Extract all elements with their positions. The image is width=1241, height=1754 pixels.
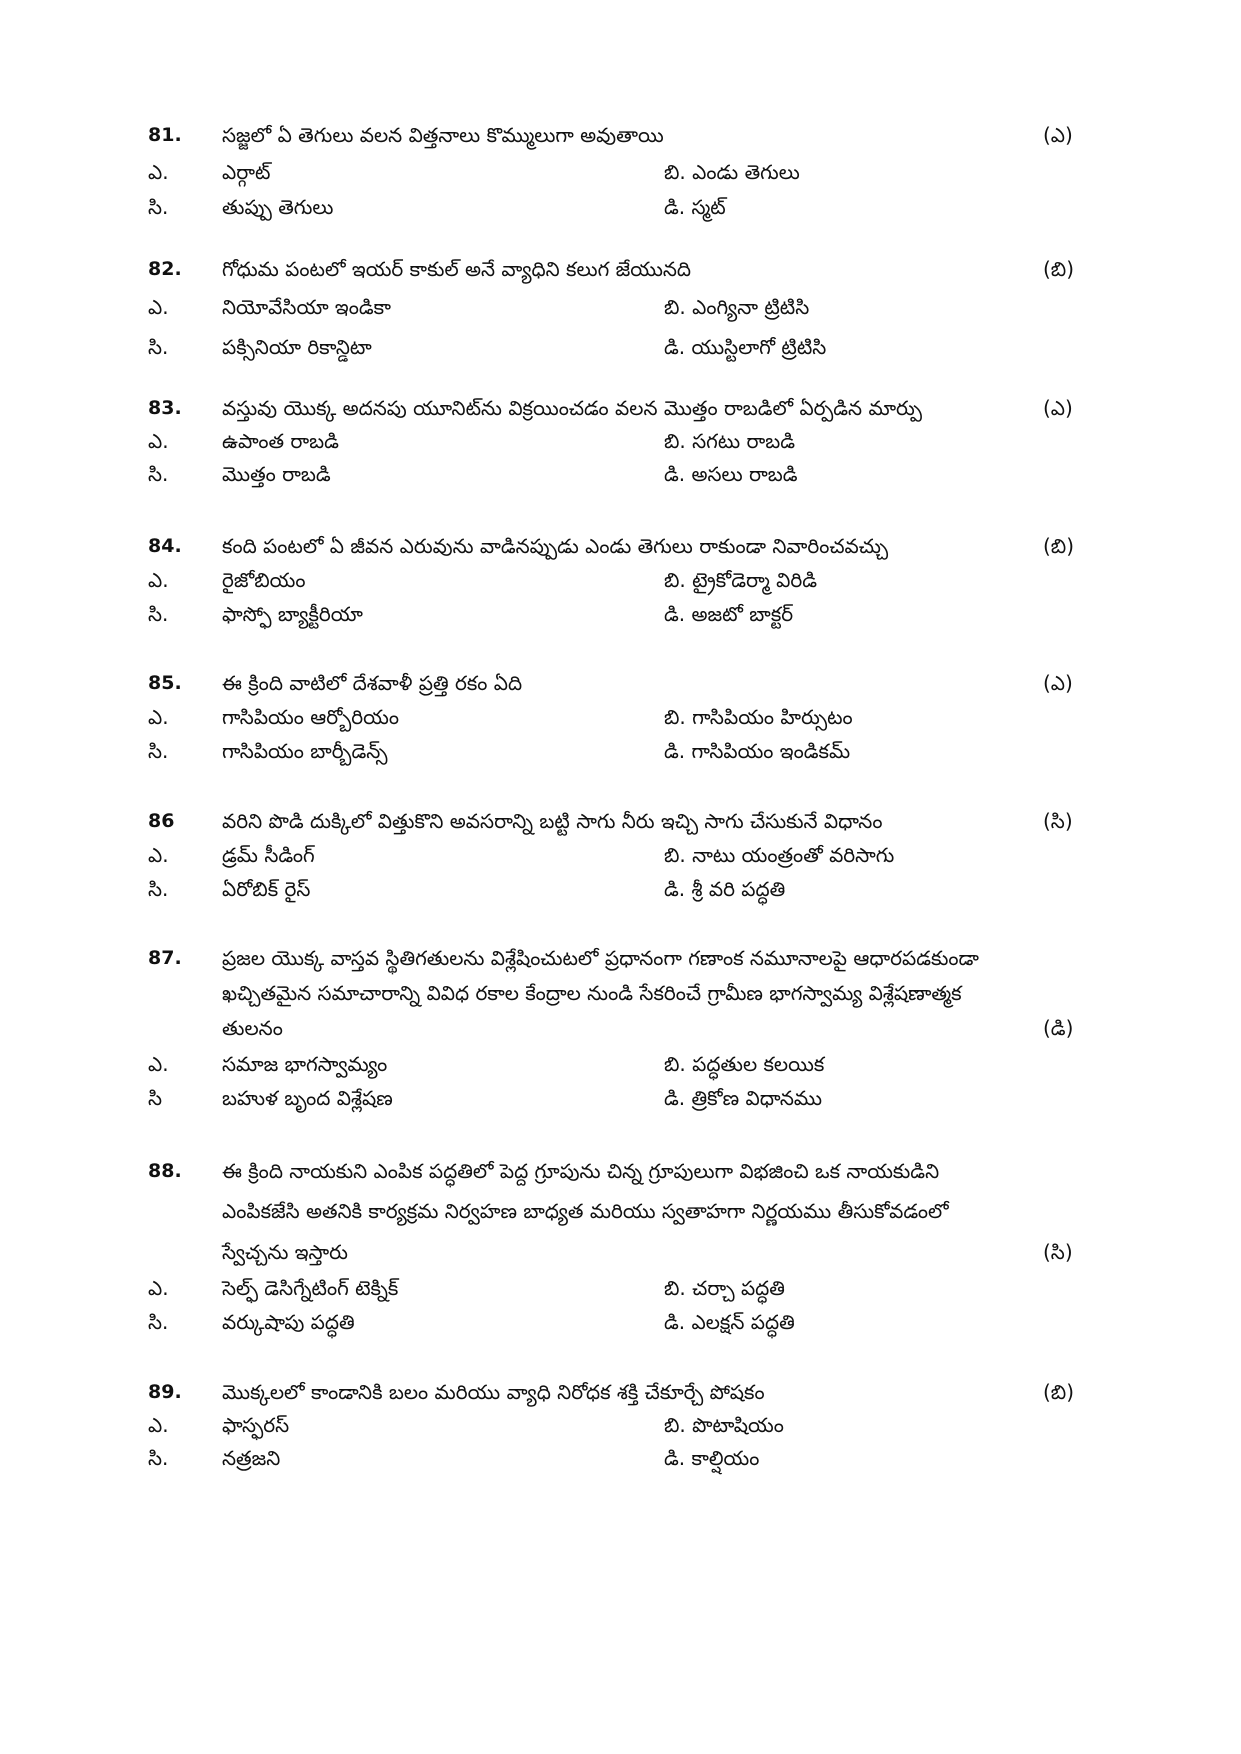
option-a: ఫాస్ఫరస్ [222, 1413, 290, 1437]
option-a-label: ఎ. [148, 843, 169, 867]
option-d: డి. స్మట్ [664, 195, 726, 219]
option-a: రైజోబియం [222, 568, 306, 592]
answer-key: (బి) [1043, 534, 1075, 558]
option-b: బి. ఎండు తెగులు [664, 160, 800, 184]
question-number: 82. [148, 258, 182, 280]
option-a-label: ఎ. [148, 1413, 169, 1437]
option-a: గాసిపియం ఆర్బోరియం [222, 705, 399, 729]
question-text: కంది పంటలో ఏ జీవన ఎరువును వాడినప్పుడు ఎండు తెగులు రాకుండా నివారించవచ్చు [222, 534, 889, 558]
answer-key: (ఎ) [1043, 123, 1073, 147]
option-a: నియోవేసియా ఇండికా [222, 295, 391, 319]
question-number: 84. [148, 535, 182, 557]
option-c: నత్రజని [222, 1446, 281, 1470]
question-text: గోధుమ పంటలో ఇయర్ కాకుల్ అనే వ్యాధిని కలుగ జేయునది [222, 257, 692, 281]
option-c-label: సి. [148, 602, 169, 626]
question-number: 85. [148, 672, 182, 694]
question-text: ఈ క్రింది వాటిలో దేశవాళీ ప్రత్తి రకం ఏది [222, 671, 523, 695]
option-c-label: సి. [148, 462, 169, 486]
question-number: 89. [148, 1381, 182, 1403]
option-b: బి. ట్రైకోడెర్మా విరిడి [664, 568, 818, 592]
option-c: వర్కుషాపు పద్ధతి [222, 1310, 355, 1334]
answer-key: (బి) [1043, 1380, 1075, 1404]
question-number: 83. [148, 397, 182, 419]
option-d: డి. గాసిపియం ఇండికమ్ [664, 739, 851, 763]
option-c-label: సి. [148, 877, 169, 901]
question-number: 87. [148, 947, 182, 969]
question-text: సజ్జలో ఏ తెగులు వలన విత్తనాలు కొమ్ములుగా అవుతాయి [222, 123, 664, 147]
option-c-label: సి. [148, 1446, 169, 1470]
answer-key: (ఎ) [1043, 396, 1073, 420]
option-b: బి. చర్చా పద్ధతి [664, 1276, 785, 1300]
option-d: డి. త్రికోణ విధానము [664, 1086, 822, 1110]
option-a-label: ఎ. [148, 429, 169, 453]
question-number: 88. [148, 1160, 182, 1182]
option-b: బి. గాసిపియం హిర్సుటం [664, 705, 853, 729]
option-b: బి. నాటు యంత్రంతో వరిసాగు [664, 843, 895, 867]
option-a-label: ఎ. [148, 1052, 169, 1076]
question-text-line-3: స్వేచ్చను ఇస్తారు [222, 1240, 348, 1264]
option-d: డి. కాల్షియం [664, 1446, 760, 1470]
answer-key: (బి) [1043, 257, 1075, 281]
option-b: బి. ఎంగ్యినా ట్రిటిసి [664, 295, 810, 319]
option-d: డి. ఎలక్షన్ పద్ధతి [664, 1310, 795, 1334]
answer-key: (డి) [1043, 1016, 1074, 1040]
option-a-label: ఎ. [148, 1276, 169, 1300]
option-b: బి. పొటాషియం [664, 1413, 784, 1437]
option-a: సెల్ఫ్ డెసిగ్నేటింగ్ టెక్నిక్ [222, 1276, 399, 1300]
option-c: ఫాస్ఫో బ్యాక్టీరియా [222, 602, 363, 626]
question-text: వరిని పొడి దుక్కిలో విత్తుకొని అవసరాన్ని బట్టి సాగు నీరు ఇచ్చి సాగు చేసుకునే విధానం [222, 809, 883, 833]
question-number: 81. [148, 124, 182, 146]
answer-key: (సి) [1043, 809, 1073, 833]
option-c-label: సి. [148, 335, 169, 359]
option-c: ఏరోబిక్ రైస్ [222, 877, 311, 901]
question-text: మొక్కలలో కాండానికి బలం మరియు వ్యాధి నిరోధక శక్తి చేకూర్చే పోషకం [222, 1380, 765, 1404]
option-a-label: ఎ. [148, 705, 169, 729]
option-d: డి. అసలు రాబడి [664, 462, 798, 486]
option-a: ఎర్గాట్ [222, 160, 271, 184]
option-b: బి. పద్ధతుల కలయిక [664, 1052, 825, 1076]
option-c: తుప్పు తెగులు [222, 195, 334, 219]
option-a-label: ఎ. [148, 295, 169, 319]
option-a-label: ఎ. [148, 160, 169, 184]
option-c: మొత్తం రాబడి [222, 462, 331, 486]
question-text-line-2: ఖచ్చితమైన సమాచారాన్ని వివిధ రకాల కేంద్రాల నుండి సేకరించే గ్రామీణ భాగస్వామ్య విశ్లేషణాత్మక [222, 981, 962, 1005]
option-a: ఉపాంత రాబడి [222, 429, 339, 453]
answer-key: (సి) [1043, 1240, 1073, 1264]
option-a: సమాజ భాగస్వామ్యం [222, 1052, 388, 1076]
question-text-line-1: ఈ క్రింది నాయకుని ఎంపిక పద్ధతిలో పెద్ద గ్రూపును చిన్న గ్రూపులుగా విభజించి ఒక నాయకుడిని [222, 1159, 940, 1183]
question-text-line-1: ప్రజల యొక్క వాస్తవ స్థితిగతులను విశ్లేషించుటలో ప్రధానంగా గణాంక నమూనాలపై ఆధారపడకుండా [222, 946, 979, 970]
answer-key: (ఎ) [1043, 671, 1073, 695]
option-c: గాసిపియం బార్బీడెన్స్ [222, 739, 388, 763]
option-a-label: ఎ. [148, 568, 169, 592]
option-c-label: సి [148, 1086, 163, 1110]
option-d: డి. యుస్టిలాగో ట్రిటిసి [664, 335, 827, 359]
question-text-line-3: తులనం [222, 1016, 283, 1040]
option-c: బహుళ బృంద విశ్లేషణ [222, 1086, 393, 1110]
option-d: డి. అజటో బాక్టర్ [664, 602, 794, 626]
question-text: వస్తువు యొక్క అదనపు యూనిట్‌ను విక్రయించడం వలన మొత్తం రాబడిలో ఏర్పడిన మార్పు [222, 396, 923, 420]
option-a: డ్రమ్ సీడింగ్ [222, 843, 315, 867]
option-d: డి. శ్రీ వరి పద్ధతి [664, 877, 786, 901]
option-c-label: సి. [148, 1310, 169, 1334]
option-c-label: సి. [148, 739, 169, 763]
option-c-label: సి. [148, 195, 169, 219]
option-c: పక్సినియా రికాన్డిటా [222, 335, 372, 359]
question-number: 86 [148, 810, 175, 832]
option-b: బి. సగటు రాబడి [664, 429, 796, 453]
question-text-line-2: ఎంపికజేసి అతనికి కార్యక్రమ నిర్వహణ బాధ్యత మరియు స్వతాహగా నిర్ణయము తీసుకోవడంలో [222, 1199, 949, 1223]
